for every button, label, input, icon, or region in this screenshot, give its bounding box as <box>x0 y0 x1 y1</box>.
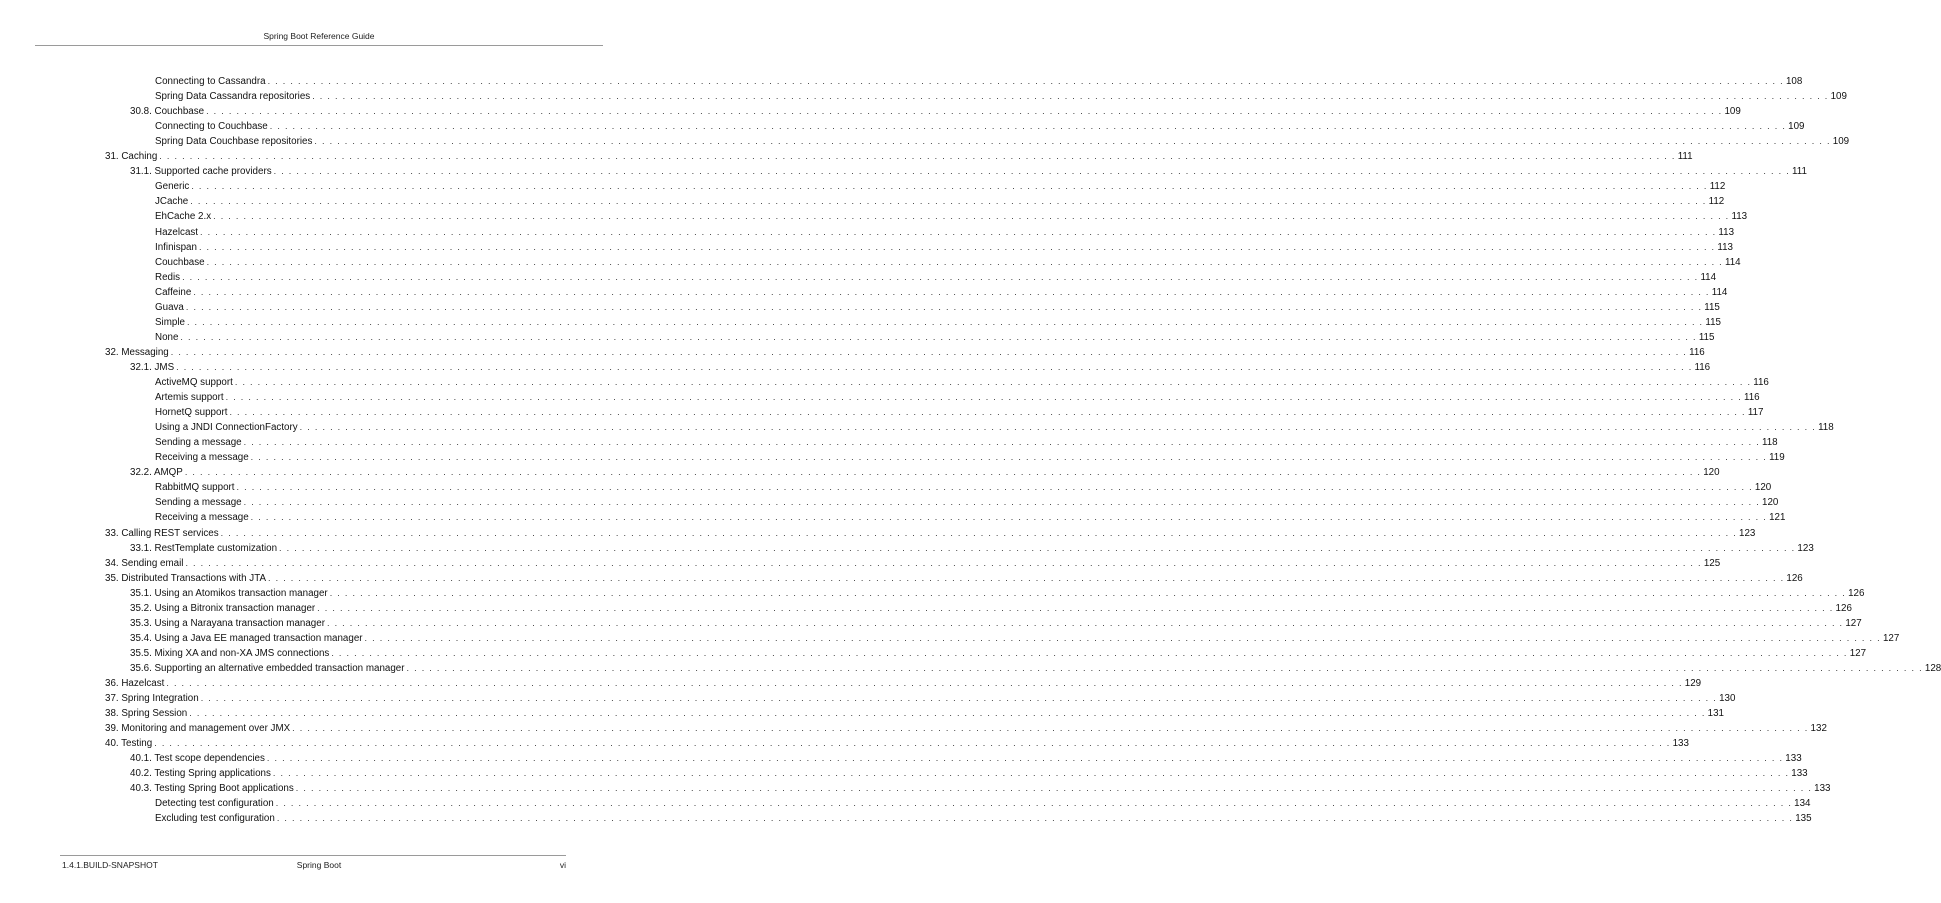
toc-entry[interactable] <box>155 270 1717 285</box>
toc-entry[interactable] <box>105 149 1693 164</box>
toc-entry[interactable] <box>105 676 1702 691</box>
dot-leader: . . . . . . . . . . . . . . . . . . . . . . . . . . . . . . . . . . . . . . . . . . . . . . . . . . . . . . . . . . . . . . . . . . . . . . . . . . . . . . . . . . . . . . . . . . . . . . . . . . . . . . . . . . . . . . . . . . . . . . . . . . . . . . . . . . . . . . . . . . . . . . . . . . . . . . . . . . . . . . . . . . . . . . . . . . . . . . . . . . . . . . . . . . . . . . . . . . . . . . . . <box>314 136 1831 147</box>
dot-leader: . . . . . . . . . . . . . . . . . . . . . . . . . . . . . . . . . . . . . . . . . . . . . . . . . . . . . . . . . . . . . . . . . . . . . . . . . . . . . . . . . . . . . . . . . . . . . . . . . . . . . . . . . . . . . . . . . . . . . . . . . . . . . . . . . . . . . . . . . . . . . . . . . . . . . . . . . . . . . . . . . . . . . . . . . . . . . . . . . . . . . . . . . . . . . . . . . . . . . . . . <box>220 527 1738 538</box>
dot-leader: . . . . . . . . . . . . . . . . . . . . . . . . . . . . . . . . . . . . . . . . . . . . . . . . . . . . . . . . . . . . . . . . . . . . . . . . . . . . . . . . . . . . . . . . . . . . . . . . . . . . . . . . . . . . . . . . . . . . . . . . . . . . . . . . . . . . . . . . . . . . . . . . . . . . . . . . . . . . . . . . . . . . . . . . . . . . . . . . . . . . . . . . . . . . . . . . . . . . . . . . <box>250 512 1768 523</box>
toc-entry-page: 132 <box>1810 723 1827 735</box>
toc-entry-title: Infinispan <box>155 241 197 253</box>
toc-entry-page: 134 <box>1794 798 1811 810</box>
toc-entry[interactable] <box>130 781 1831 796</box>
dot-leader: . . . . . . . . . . . . . . . . . . . . . . . . . . . . . . . . . . . . . . . . . . . . . . . . . . . . . . . . . . . . . . . . . . . . . . . . . . . . . . . . . . . . . . . . . . . . . . . . . . . . . . . . . . . . . . . . . . . . . . . . . . . . . . . . . . . . . . . . . . . . . . . . . . . . . . . . . . . . . . . . . . . . . . . . . . . . . . . . . . . . . . . . . . . . . . . . . . . . . . . . <box>292 723 1809 734</box>
dot-leader: . . . . . . . . . . . . . . . . . . . . . . . . . . . . . . . . . . . . . . . . . . . . . . . . . . . . . . . . . . . . . . . . . . . . . . . . . . . . . . . . . . . . . . . . . . . . . . . . . . . . . . . . . . . . . . . . . . . . . . . . . . . . . . . . . . . . . . . . . . . . . . . . . . . . . . . . . . . . . . . . . . . . . . . . . . . . . . . . . . . . . . . . . . . . . . . . . . . . . . . . <box>170 346 1688 357</box>
dot-leader: . . . . . . . . . . . . . . . . . . . . . . . . . . . . . . . . . . . . . . . . . . . . . . . . . . . . . . . . . . . . . . . . . . . . . . . . . . . . . . . . . . . . . . . . . . . . . . . . . . . . . . . . . . . . . . . . . . . . . . . . . . . . . . . . . . . . . . . . . . . . . . . . . . . . . . . . . . . . . . . . . . . . . . . . . . . . . . . . . . . . . . . . . . . . . . . . . . . . . . . . <box>225 392 1742 403</box>
toc-entry-title: Sending a message <box>155 437 242 449</box>
dot-leader: . . . . . . . . . . . . . . . . . . . . . . . . . . . . . . . . . . . . . . . . . . . . . . . . . . . . . . . . . . . . . . . . . . . . . . . . . . . . . . . . . . . . . . . . . . . . . . . . . . . . . . . . . . . . . . . . . . . . . . . . . . . . . . . . . . . . . . . . . . . . . . . . . . . . . . . . . . . . . . . . . . . . . . . . . . . . . . . . . . . . . . . . . . . . . . . . . . . . . . . . <box>295 783 1813 794</box>
toc-entry-page: 108 <box>1785 76 1803 87</box>
toc-entry[interactable] <box>105 721 1827 736</box>
toc-entry-page: 130 <box>1719 693 1736 705</box>
header-rule <box>35 45 603 46</box>
dot-leader: . . . . . . . . . . . . . . . . . . . . . . . . . . . . . . . . . . . . . . . . . . . . . . . . . . . . . . . . . . . . . . . . . . . . . . . . . . . . . . . . . . . . . . . . . . . . . . . . . . . . . . . . . . . . . . . . . . . . . . . . . . . . . . . . . . . . . . . . . . . . . . . . . . . . . . . . . . . . . . . . . . . . . . . . . . . . . . . . . . . . . . . . . . . . . . . . . . . . . . . . <box>159 151 1676 162</box>
dot-leader: . . . . . . . . . . . . . . . . . . . . . . . . . . . . . . . . . . . . . . . . . . . . . . . . . . . . . . . . . . . . . . . . . . . . . . . . . . . . . . . . . . . . . . . . . . . . . . . . . . . . . . . . . . . . . . . . . . . . . . . . . . . . . . . . . . . . . . . . . . . . . . . . . . . . . . . . . . . . . . . . . . . . . . . . . . . . . . . . . . . . . . . . . . . . . . . . . . . . . . . . <box>166 678 1683 688</box>
toc-entry[interactable] <box>155 510 1786 525</box>
toc-entry-page: 120 <box>1754 482 1772 494</box>
toc-entry-page: 133 <box>1785 753 1802 765</box>
footer-page-number: vi <box>559 860 566 870</box>
toc-entry-title: 40.1. Test scope dependencies <box>130 753 265 765</box>
toc-entry-title: Hazelcast <box>155 226 199 238</box>
dot-leader: . . . . . . . . . . . . . . . . . . . . . . . . . . . . . . . . . . . . . . . . . . . . . . . . . . . . . . . . . . . . . . . . . . . . . . . . . . . . . . . . . . . . . . . . . . . . . . . . . . . . . . . . . . . . . . . . . . . . . . . . . . . . . . . . . . . . . . . . . . . . . . . . . . . . . . . . . . . . . . . . . . . . . . . . . . . . . . . . . . . . . . . . . . . . . . . . . . . . . . . . <box>236 482 1753 493</box>
dot-leader: . . . . . . . . . . . . . . . . . . . . . . . . . . . . . . . . . . . . . . . . . . . . . . . . . . . . . . . . . . . . . . . . . . . . . . . . . . . . . . . . . . . . . . . . . . . . . . . . . . . . . . . . . . . . . . . . . . . . . . . . . . . . . . . . . . . . . . . . . . . . . . . . . . . . . . . . . . . . . . . . . . . . . . . . . . . . . . . . . . . . . . . . . . . . . . . . . . . . . . . . <box>186 316 1704 327</box>
toc-entry-title: Excluding test configuration <box>155 813 275 825</box>
toc-entry[interactable] <box>155 375 1769 390</box>
toc-entry[interactable] <box>130 465 1720 480</box>
toc-entry[interactable] <box>105 556 1721 571</box>
dot-leader: . . . . . . . . . . . . . . . . . . . . . . . . . . . . . . . . . . . . . . . . . . . . . . . . . . . . . . . . . . . . . . . . . . . . . . . . . . . . . . . . . . . . . . . . . . . . . . . . . . . . . . . . . . . . . . . . . . . . . . . . . . . . . . . . . . . . . . . . . . . . . . . . . . . . . . . . . . . . . . . . . . . . . . . . . . . . . . . . . . . . . . . . . . . . . . . . . . . . . . . . <box>189 708 1706 719</box>
toc-entry-title: Simple <box>155 316 185 328</box>
dot-leader: . . . . . . . . . . . . . . . . . . . . . . . . . . . . . . . . . . . . . . . . . . . . . . . . . . . . . . . . . . . . . . . . . . . . . . . . . . . . . . . . . . . . . . . . . . . . . . . . . . . . . . . . . . . . . . . . . . . . . . . . . . . . . . . . . . . . . . . . . . . . . . . . . . . . . . . . . . . . . . . . . . . . . . . . . . . . . . . . . . . . . . . . . . . . . . . . . . . . . . . . <box>200 226 1717 237</box>
toc-entry-title: Spring Data Couchbase repositories <box>155 136 313 148</box>
dot-leader: . . . . . . . . . . . . . . . . . . . . . . . . . . . . . . . . . . . . . . . . . . . . . . . . . . . . . . . . . . . . . . . . . . . . . . . . . . . . . . . . . . . . . . . . . . . . . . . . . . . . . . . . . . . . . . . . . . . . . . . . . . . . . . . . . . . . . . . . . . . . . . . . . . . . . . . . . . . . . . . . . . . . . . . . . . . . . . . . . . . . . . . . . . . . . . . . . . . . . . . . <box>279 542 1796 553</box>
toc-entry-page: 119 <box>1769 452 1785 464</box>
toc-entry[interactable] <box>155 405 1764 420</box>
toc-entry[interactable] <box>155 811 1812 826</box>
dot-leader: . . . . . . . . . . . . . . . . . . . . . . . . . . . . . . . . . . . . . . . . . . . . . . . . . . . . . . . . . . . . . . . . . . . . . . . . . . . . . . . . . . . . . . . . . . . . . . . . . . . . . . . . . . . . . . . . . . . . . . . . . . . . . . . . . . . . . . . . . . . . . . . . . . . . . . . . . . . . . . . . . . . . . . . . . . . . . . . . . . . . . . . . . . . . . . . . . . . . . . . . <box>206 106 1723 117</box>
toc-entry-title: Receiving a message <box>155 452 249 464</box>
toc-entry-title: 36. Hazelcast <box>105 678 165 689</box>
toc-entry-title: Generic <box>155 181 190 193</box>
toc-entry-page: 116 <box>1753 377 1769 388</box>
toc-entry[interactable] <box>155 194 1725 209</box>
toc-entry[interactable] <box>155 420 1834 435</box>
toc-entry[interactable] <box>130 751 1802 766</box>
toc-entry[interactable] <box>130 164 1807 179</box>
dot-leader: . . . . . . . . . . . . . . . . . . . . . . . . . . . . . . . . . . . . . . . . . . . . . . . . . . . . . . . . . . . . . . . . . . . . . . . . . . . . . . . . . . . . . . . . . . . . . . . . . . . . . . . . . . . . . . . . . . . . . . . . . . . . . . . . . . . . . . . . . . . . . . . . . . . . . . . . . . . . . . . . . . . . . . . . . . . . . . . . . . . . . . . . . . . . . . . . . . . . . . . . <box>364 632 1881 643</box>
dot-leader: . . . . . . . . . . . . . . . . . . . . . . . . . . . . . . . . . . . . . . . . . . . . . . . . . . . . . . . . . . . . . . . . . . . . . . . . . . . . . . . . . . . . . . . . . . . . . . . . . . . . . . . . . . . . . . . . . . . . . . . . . . . . . . . . . . . . . . . . . . . . . . . . . . . . . . . . . . . . . . . . . . . . . . . . . . . . . . . . . . . . . . . . . . . . . . . . . . . . . . . . <box>406 662 1923 673</box>
toc-entry[interactable] <box>130 616 1862 631</box>
toc-entry-page: 109 <box>1830 91 1847 103</box>
dot-leader: . . . . . . . . . . . . . . . . . . . . . . . . . . . . . . . . . . . . . . . . . . . . . . . . . . . . . . . . . . . . . . . . . . . . . . . . . . . . . . . . . . . . . . . . . . . . . . . . . . . . . . . . . . . . . . . . . . . . . . . . . . . . . . . . . . . . . . . . . . . . . . . . . . . . . . . . . . . . . . . . . . . . . . . . . . . . . . . . . . . . . . . . . . . . . . . . . . . . . . . . <box>200 693 1718 704</box>
toc-entry-title: 31. Caching <box>105 151 158 163</box>
dot-leader: . . . . . . . . . . . . . . . . . . . . . . . . . . . . . . . . . . . . . . . . . . . . . . . . . . . . . . . . . . . . . . . . . . . . . . . . . . . . . . . . . . . . . . . . . . . . . . . . . . . . . . . . . . . . . . . . . . . . . . . . . . . . . . . . . . . . . . . . . . . . . . . . . . . . . . . . . . . . . . . . . . . . . . . . . . . . . . . . . . . . . . . . . . . . . . . . . . . . . . . . <box>272 768 1790 779</box>
toc-entry-page: 133 <box>1814 783 1831 795</box>
footer-product: Spring Boot <box>296 860 342 870</box>
toc-entry-page: 116 <box>1744 392 1760 404</box>
toc-entry-page: 133 <box>1672 738 1689 750</box>
dot-leader: . . . . . . . . . . . . . . . . . . . . . . . . . . . . . . . . . . . . . . . . . . . . . . . . . . . . . . . . . . . . . . . . . . . . . . . . . . . . . . . . . . . . . . . . . . . . . . . . . . . . . . . . . . . . . . . . . . . . . . . . . . . . . . . . . . . . . . . . . . . . . . . . . . . . . . . . . . . . . . . . . . . . . . . . . . . . . . . . . . . . . . . . . . . . . . . . . . . . . . . . <box>266 753 1784 764</box>
toc-entry-page: 123 <box>1739 527 1756 539</box>
toc-entry-title: None <box>155 331 179 343</box>
toc-entry-page: 113 <box>1718 226 1735 238</box>
toc-entry[interactable] <box>130 631 1900 646</box>
dot-leader: . . . . . . . . . . . . . . . . . . . . . . . . . . . . . . . . . . . . . . . . . . . . . . . . . . . . . . . . . . . . . . . . . . . . . . . . . . . . . . . . . . . . . . . . . . . . . . . . . . . . . . . . . . . . . . . . . . . . . . . . . . . . . . . . . . . . . . . . . . . . . . . . . . . . . . . . . . . . . . . . . . . . . . . . . . . . . . . . . . . . . . . . . . . . . . . . . . . . . . . . <box>269 121 1787 132</box>
toc-entry[interactable] <box>130 541 1814 556</box>
toc-entry-title: 40.3. Testing Spring Boot applications <box>130 783 294 795</box>
toc-entry-title: 31.1. Supported cache providers <box>130 166 272 178</box>
toc-entry[interactable] <box>155 179 1726 194</box>
toc-entry-title: 32. Messaging <box>105 346 169 358</box>
toc-entry-page: 111 <box>1677 151 1693 163</box>
toc-entry-page: 121 <box>1769 512 1786 524</box>
toc-entry-title: 32.1. JMS <box>130 361 175 373</box>
toc-entry-title: 40.2. Testing Spring applications <box>130 768 271 780</box>
toc-entry[interactable] <box>155 225 1735 240</box>
dot-leader: . . . . . . . . . . . . . . . . . . . . . . . . . . . . . . . . . . . . . . . . . . . . . . . . . . . . . . . . . . . . . . . . . . . . . . . . . . . . . . . . . . . . . . . . . . . . . . . . . . . . . . . . . . . . . . . . . . . . . . . . . . . . . . . . . . . . . . . . . . . . . . . . . . . . . . . . . . . . . . . . . . . . . . . . . . . . . . . . . . . . . . . . . . . . . . . . . . . . . . . . <box>193 286 1710 297</box>
dot-leader: . . . . . . . . . . . . . . . . . . . . . . . . . . . . . . . . . . . . . . . . . . . . . . . . . . . . . . . . . . . . . . . . . . . . . . . . . . . . . . . . . . . . . . . . . . . . . . . . . . . . . . . . . . . . . . . . . . . . . . . . . . . . . . . . . . . . . . . . . . . . . . . . . . . . . . . . . . . . . . . . . . . . . . . . . . . . . . . . . . . . . . . . . . . . . . . . . . . . . . . . <box>317 602 1834 613</box>
toc-entry[interactable] <box>155 209 1748 224</box>
toc-entry-page: 115 <box>1698 331 1715 343</box>
dot-leader: . . . . . . . . . . . . . . . . . . . . . . . . . . . . . . . . . . . . . . . . . . . . . . . . . . . . . . . . . . . . . . . . . . . . . . . . . . . . . . . . . . . . . . . . . . . . . . . . . . . . . . . . . . . . . . . . . . . . . . . . . . . . . . . . . . . . . . . . . . . . . . . . . . . . . . . . . . . . . . . . . . . . . . . . . . . . . . . . . . . . . . . . . . . . . . . . . . . . . . . . <box>182 271 1699 282</box>
toc-entry-page: 109 <box>1724 106 1741 118</box>
toc-entry-page: 113 <box>1717 241 1733 253</box>
toc-entry-title: 33.1. RestTemplate customization <box>130 542 278 554</box>
toc-entry[interactable] <box>155 390 1760 405</box>
toc-entry[interactable] <box>105 691 1736 706</box>
dot-leader: . . . . . . . . . . . . . . . . . . . . . . . . . . . . . . . . . . . . . . . . . . . . . . . . . . . . . . . . . . . . . . . . . . . . . . . . . . . . . . . . . . . . . . . . . . . . . . . . . . . . . . . . . . . . . . . . . . . . . . . . . . . . . . . . . . . . . . . . . . . . . . . . . . . . . . . . . . . . . . . . . . . . . . . . . . . . . . . . . . . . . . . . . . . . . . . . . . . . . . . . <box>154 738 1671 749</box>
toc-entry-title: Caffeine <box>155 286 192 298</box>
toc-entry-title: HornetQ support <box>155 407 228 419</box>
dot-leader: . . . . . . . . . . . . . . . . . . . . . . . . . . . . . . . . . . . . . . . . . . . . . . . . . . . . . . . . . . . . . . . . . . . . . . . . . . . . . . . . . . . . . . . . . . . . . . . . . . . . . . . . . . . . . . . . . . . . . . . . . . . . . . . . . . . . . . . . . . . . . . . . . . . . . . . . . . . . . . . . . . . . . . . . . . . . . . . . . . . . . . . . . . . . . . . . . . . . . . . . <box>331 647 1848 658</box>
toc-entry[interactable] <box>155 134 1850 149</box>
dot-leader: . . . . . . . . . . . . . . . . . . . . . . . . . . . . . . . . . . . . . . . . . . . . . . . . . . . . . . . . . . . . . . . . . . . . . . . . . . . . . . . . . . . . . . . . . . . . . . . . . . . . . . . . . . . . . . . . . . . . . . . . . . . . . . . . . . . . . . . . . . . . . . . . . . . . . . . . . . . . . . . . . . . . . . . . . . . . . . . . . . . . . . . . . . . . . . . . . . . . . . . . <box>234 377 1752 387</box>
toc-entry-title: Guava <box>155 301 184 313</box>
toc-entry-page: 111 <box>1792 166 1807 178</box>
dot-leader: . . . . . . . . . . . . . . . . . . . . . . . . . . . . . . . . . . . . . . . . . . . . . . . . . . . . . . . . . . . . . . . . . . . . . . . . . . . . . . . . . . . . . . . . . . . . . . . . . . . . . . . . . . . . . . . . . . . . . . . . . . . . . . . . . . . . . . . . . . . . . . . . . . . . . . . . . . . . . . . . . . . . . . . . . . . . . . . . . . . . . . . . . . . . . . . . . . . . . . . . <box>312 91 1829 102</box>
toc-entry-page: 114 <box>1700 271 1717 283</box>
dot-leader: . . . . . . . . . . . . . . . . . . . . . . . . . . . . . . . . . . . . . . . . . . . . . . . . . . . . . . . . . . . . . . . . . . . . . . . . . . . . . . . . . . . . . . . . . . . . . . . . . . . . . . . . . . . . . . . . . . . . . . . . . . . . . . . . . . . . . . . . . . . . . . . . . . . . . . . . . . . . . . . . . . . . . . . . . . . . . . . . . . . . . . . . . . . . . . . . . . . . . . . . <box>276 813 1794 824</box>
toc-entry-page: 126 <box>1848 587 1865 599</box>
toc-entry[interactable] <box>130 661 1941 676</box>
toc-entry-page: 116 <box>1689 346 1705 358</box>
toc-entry-title: 35.2. Using a Bitronix transaction manager <box>130 602 316 614</box>
dot-leader: . . . . . . . . . . . . . . . . . . . . . . . . . . . . . . . . . . . . . . . . . . . . . . . . . . . . . . . . . . . . . . . . . . . . . . . . . . . . . . . . . . . . . . . . . . . . . . . . . . . . . . . . . . . . . . . . . . . . . . . . . . . . . . . . . . . . . . . . . . . . . . . . . . . . . . . . . . . . . . . . . . . . . . . . . . . . . . . . . . . . . . . . . . . . . . . . . . . . . . . . <box>268 572 1785 583</box>
toc-entry-page: 114 <box>1724 256 1741 268</box>
toc-entry-title: 35. Distributed Transactions with JTA <box>105 572 266 584</box>
toc-entry[interactable] <box>155 315 1721 330</box>
toc-entry[interactable] <box>155 74 1803 89</box>
toc-entry-title: 32.2. AMQP <box>130 467 183 479</box>
toc-entry-title: Redis <box>155 271 181 283</box>
dot-leader: . . . . . . . . . . . . . . . . . . . . . . . . . . . . . . . . . . . . . . . . . . . . . . . . . . . . . . . . . . . . . . . . . . . . . . . . . . . . . . . . . . . . . . . . . . . . . . . . . . . . . . . . . . . . . . . . . . . . . . . . . . . . . . . . . . . . . . . . . . . . . . . . . . . . . . . . . . . . . . . . . . . . . . . . . . . . . . . . . . . . . . . . . . . . . . . . . . . . . . . . <box>185 557 1702 568</box>
toc-entry-page: 123 <box>1797 542 1814 554</box>
toc-entry-page: 129 <box>1684 678 1702 689</box>
toc-entry-title: EhCache 2.x <box>155 211 212 223</box>
footer-version: 1.4.1.BUILD-SNAPSHOT <box>62 860 158 870</box>
toc-entry[interactable] <box>155 495 1779 510</box>
toc-entry[interactable] <box>105 345 1705 360</box>
toc-entry[interactable] <box>130 646 1867 661</box>
dot-leader: . . . . . . . . . . . . . . . . . . . . . . . . . . . . . . . . . . . . . . . . . . . . . . . . . . . . . . . . . . . . . . . . . . . . . . . . . . . . . . . . . . . . . . . . . . . . . . . . . . . . . . . . . . . . . . . . . . . . . . . . . . . . . . . . . . . . . . . . . . . . . . . . . . . . . . . . . . . . . . . . . . . . . . . . . . . . . . . . . . . . . . . . . . . . . . . . . . . . . . . . <box>326 617 1844 628</box>
toc-entry-title: RabbitMQ support <box>155 482 235 494</box>
toc-entry[interactable] <box>130 766 1808 781</box>
toc-entry-title: 35.4. Using a Java EE managed transaction manager <box>130 632 363 644</box>
toc-entry-page: 135 <box>1795 813 1812 825</box>
toc-entry-title: 39. Monitoring and management over JMX <box>105 723 291 735</box>
toc-entry-page: 125 <box>1703 557 1721 569</box>
toc-entry-title: 35.5. Mixing XA and non-XA JMS connections <box>130 647 330 659</box>
toc-entry-title: 30.8. Couchbase <box>130 106 205 118</box>
dot-leader: . . . . . . . . . . . . . . . . . . . . . . . . . . . . . . . . . . . . . . . . . . . . . . . . . . . . . . . . . . . . . . . . . . . . . . . . . . . . . . . . . . . . . . . . . . . . . . . . . . . . . . . . . . . . . . . . . . . . . . . . . . . . . . . . . . . . . . . . . . . . . . . . . . . . . . . . . . . . . . . . . . . . . . . . . . . . . . . . . . . . . . . . . . . . . . . . . . . . . . . . <box>299 422 1817 433</box>
toc-entry[interactable] <box>105 526 1756 541</box>
toc-entry[interactable] <box>130 104 1741 119</box>
toc-entry[interactable] <box>155 435 1778 450</box>
toc-entry-title: Using a JNDI ConnectionFactory <box>155 422 298 434</box>
toc-entry-page: 112 <box>1708 196 1725 208</box>
toc-entry-title: 40. Testing <box>105 738 153 750</box>
toc-entry[interactable] <box>155 480 1772 495</box>
toc-entry-title: 38. Spring Session <box>105 708 188 720</box>
toc-entry-title: Detecting test configuration <box>155 798 274 810</box>
toc-entry-page: 117 <box>1747 407 1764 419</box>
toc-entry-title: Artemis support <box>155 392 224 404</box>
toc-entry[interactable] <box>130 360 1711 375</box>
dot-leader: . . . . . . . . . . . . . . . . . . . . . . . . . . . . . . . . . . . . . . . . . . . . . . . . . . . . . . . . . . . . . . . . . . . . . . . . . . . . . . . . . . . . . . . . . . . . . . . . . . . . . . . . . . . . . . . . . . . . . . . . . . . . . . . . . . . . . . . . . . . . . . . . . . . . . . . . . . . . . . . . . . . . . . . . . . . . . . . . . . . . . . . . . . . . . . . . . . . . . . . . <box>191 181 1708 192</box>
toc-entry-page: 109 <box>1788 121 1805 133</box>
dot-leader: . . . . . . . . . . . . . . . . . . . . . . . . . . . . . . . . . . . . . . . . . . . . . . . . . . . . . . . . . . . . . . . . . . . . . . . . . . . . . . . . . . . . . . . . . . . . . . . . . . . . . . . . . . . . . . . . . . . . . . . . . . . . . . . . . . . . . . . . . . . . . . . . . . . . . . . . . . . . . . . . . . . . . . . . . . . . . . . . . . . . . . . . . . . . . . . . . . . . . . . . <box>243 437 1760 448</box>
toc-entry-page: 126 <box>1835 602 1852 614</box>
dot-leader: . . . . . . . . . . . . . . . . . . . . . . . . . . . . . . . . . . . . . . . . . . . . . . . . . . . . . . . . . . . . . . . . . . . . . . . . . . . . . . . . . . . . . . . . . . . . . . . . . . . . . . . . . . . . . . . . . . . . . . . . . . . . . . . . . . . . . . . . . . . . . . . . . . . . . . . . . . . . . . . . . . . . . . . . . . . . . . . . . . . . . . . . . . . . . . . . . . . . . . . . <box>275 798 1793 809</box>
toc-entry[interactable] <box>155 240 1733 255</box>
toc-entry[interactable] <box>155 796 1811 811</box>
toc-entry-page: 114 <box>1711 286 1728 298</box>
toc-entry-page: 112 <box>1709 181 1726 193</box>
toc-entry-title: Couchbase <box>155 256 205 268</box>
toc-entry-page: 116 <box>1694 361 1711 373</box>
dot-leader: . . . . . . . . . . . . . . . . . . . . . . . . . . . . . . . . . . . . . . . . . . . . . . . . . . . . . . . . . . . . . . . . . . . . . . . . . . . . . . . . . . . . . . . . . . . . . . . . . . . . . . . . . . . . . . . . . . . . . . . . . . . . . . . . . . . . . . . . . . . . . . . . . . . . . . . . . . . . . . . . . . . . . . . . . . . . . . . . . . . . . . . . . . . . . . . . . . . . . . . . <box>213 211 1730 222</box>
toc-entry-title: 35.6. Supporting an alternative embedded transaction manager <box>130 662 405 674</box>
toc-entry-title: 33. Calling REST services <box>105 527 219 539</box>
toc-entry[interactable] <box>155 450 1785 465</box>
dot-leader: . . . . . . . . . . . . . . . . . . . . . . . . . . . . . . . . . . . . . . . . . . . . . . . . . . . . . . . . . . . . . . . . . . . . . . . . . . . . . . . . . . . . . . . . . . . . . . . . . . . . . . . . . . . . . . . . . . . . . . . . . . . . . . . . . . . . . . . . . . . . . . . . . . . . . . . . . . . . . . . . . . . . . . . . . . . . . . . . . . . . . . . . . . . . . . . . . . . . . . . . <box>250 452 1768 463</box>
toc-entry[interactable] <box>105 736 1689 751</box>
dot-leader: . . . . . . . . . . . . . . . . . . . . . . . . . . . . . . . . . . . . . . . . . . . . . . . . . . . . . . . . . . . . . . . . . . . . . . . . . . . . . . . . . . . . . . . . . . . . . . . . . . . . . . . . . . . . . . . . . . . . . . . . . . . . . . . . . . . . . . . . . . . . . . . . . . . . . . . . . . . . . . . . . . . . . . . . . . . . . . . . . . . . . . . . . . . . . . . . . . . . . . . . <box>176 361 1693 372</box>
toc-entry-title: 35.1. Using an Atomikos transaction manager <box>130 587 328 599</box>
footer-rule <box>60 855 566 856</box>
toc-entry-title: ActiveMQ support <box>155 377 233 388</box>
toc-entry[interactable] <box>155 285 1728 300</box>
toc-entry-page: 113 <box>1731 211 1748 223</box>
dot-leader: . . . . . . . . . . . . . . . . . . . . . . . . . . . . . . . . . . . . . . . . . . . . . . . . . . . . . . . . . . . . . . . . . . . . . . . . . . . . . . . . . . . . . . . . . . . . . . . . . . . . . . . . . . . . . . . . . . . . . . . . . . . . . . . . . . . . . . . . . . . . . . . . . . . . . . . . . . . . . . . . . . . . . . . . . . . . . . . . . . . . . . . . . . . . . . . . . . . . . . . . <box>190 196 1707 207</box>
page-header: Spring Boot Reference Guide <box>263 31 375 41</box>
toc-entry[interactable] <box>155 119 1805 134</box>
toc-entry[interactable] <box>155 300 1720 315</box>
toc-entry[interactable] <box>105 571 1803 586</box>
toc-entry-page: 127 <box>1849 647 1867 659</box>
toc-entry-title: Connecting to Cassandra <box>155 76 266 87</box>
dot-leader: . . . . . . . . . . . . . . . . . . . . . . . . . . . . . . . . . . . . . . . . . . . . . . . . . . . . . . . . . . . . . . . . . . . . . . . . . . . . . . . . . . . . . . . . . . . . . . . . . . . . . . . . . . . . . . . . . . . . . . . . . . . . . . . . . . . . . . . . . . . . . . . . . . . . . . . . . . . . . . . . . . . . . . . . . . . . . . . . . . . . . . . . . . . . . . . . . . . . . . . . <box>267 76 1784 86</box>
toc-entry-page: 115 <box>1705 316 1721 328</box>
toc-entry-page: 118 <box>1818 422 1834 434</box>
toc-entry-title: 35.3. Using a Narayana transaction manager <box>130 617 325 629</box>
toc-entry[interactable] <box>155 330 1715 345</box>
toc-entry-page: 115 <box>1704 301 1720 313</box>
toc-entry-page: 127 <box>1845 617 1862 629</box>
dot-leader: . . . . . . . . . . . . . . . . . . . . . . . . . . . . . . . . . . . . . . . . . . . . . . . . . . . . . . . . . . . . . . . . . . . . . . . . . . . . . . . . . . . . . . . . . . . . . . . . . . . . . . . . . . . . . . . . . . . . . . . . . . . . . . . . . . . . . . . . . . . . . . . . . . . . . . . . . . . . . . . . . . . . . . . . . . . . . . . . . . . . . . . . . . . . . . . . . . . . . . . . <box>273 166 1790 177</box>
toc-entry-title: Receiving a message <box>155 512 249 524</box>
toc-entry-page: 128 <box>1924 662 1941 674</box>
toc-entry[interactable] <box>130 586 1865 601</box>
toc-entry[interactable] <box>155 255 1741 270</box>
dot-leader: . . . . . . . . . . . . . . . . . . . . . . . . . . . . . . . . . . . . . . . . . . . . . . . . . . . . . . . . . . . . . . . . . . . . . . . . . . . . . . . . . . . . . . . . . . . . . . . . . . . . . . . . . . . . . . . . . . . . . . . . . . . . . . . . . . . . . . . . . . . . . . . . . . . . . . . . . . . . . . . . . . . . . . . . . . . . . . . . . . . . . . . . . . . . . . . . . . . . . . . . <box>198 241 1716 252</box>
dot-leader: . . . . . . . . . . . . . . . . . . . . . . . . . . . . . . . . . . . . . . . . . . . . . . . . . . . . . . . . . . . . . . . . . . . . . . . . . . . . . . . . . . . . . . . . . . . . . . . . . . . . . . . . . . . . . . . . . . . . . . . . . . . . . . . . . . . . . . . . . . . . . . . . . . . . . . . . . . . . . . . . . . . . . . . . . . . . . . . . . . . . . . . . . . . . . . . . . . . . . . . . <box>180 331 1697 342</box>
toc-entry-title: 34. Sending email <box>105 557 184 569</box>
dot-leader: . . . . . . . . . . . . . . . . . . . . . . . . . . . . . . . . . . . . . . . . . . . . . . . . . . . . . . . . . . . . . . . . . . . . . . . . . . . . . . . . . . . . . . . . . . . . . . . . . . . . . . . . . . . . . . . . . . . . . . . . . . . . . . . . . . . . . . . . . . . . . . . . . . . . . . . . . . . . . . . . . . . . . . . . . . . . . . . . . . . . . . . . . . . . . . . . . . . . . . . . <box>185 301 1703 312</box>
dot-leader: . . . . . . . . . . . . . . . . . . . . . . . . . . . . . . . . . . . . . . . . . . . . . . . . . . . . . . . . . . . . . . . . . . . . . . . . . . . . . . . . . . . . . . . . . . . . . . . . . . . . . . . . . . . . . . . . . . . . . . . . . . . . . . . . . . . . . . . . . . . . . . . . . . . . . . . . . . . . . . . . . . . . . . . . . . . . . . . . . . . . . . . . . . . . . . . . . . . . . . . . <box>329 587 1847 598</box>
toc-entry-page: 120 <box>1762 497 1779 509</box>
toc-entry-page: 109 <box>1832 136 1850 148</box>
toc-entry-page: 127 <box>1882 632 1900 644</box>
toc-entry-title: JCache <box>155 196 189 208</box>
toc-entry-page: 118 <box>1762 437 1778 449</box>
toc-entry-page: 120 <box>1703 467 1720 479</box>
dot-leader: . . . . . . . . . . . . . . . . . . . . . . . . . . . . . . . . . . . . . . . . . . . . . . . . . . . . . . . . . . . . . . . . . . . . . . . . . . . . . . . . . . . . . . . . . . . . . . . . . . . . . . . . . . . . . . . . . . . . . . . . . . . . . . . . . . . . . . . . . . . . . . . . . . . . . . . . . . . . . . . . . . . . . . . . . . . . . . . . . . . . . . . . . . . . . . . . . . . . . . . . <box>206 256 1723 267</box>
dot-leader: . . . . . . . . . . . . . . . . . . . . . . . . . . . . . . . . . . . . . . . . . . . . . . . . . . . . . . . . . . . . . . . . . . . . . . . . . . . . . . . . . . . . . . . . . . . . . . . . . . . . . . . . . . . . . . . . . . . . . . . . . . . . . . . . . . . . . . . . . . . . . . . . . . . . . . . . . . . . . . . . . . . . . . . . . . . . . . . . . . . . . . . . . . . . . . . . . . . . . . . . <box>184 467 1702 478</box>
toc-entry-title: Spring Data Cassandra repositories <box>155 91 311 103</box>
toc-entry[interactable] <box>105 706 1724 721</box>
toc-entry-page: 133 <box>1791 768 1808 780</box>
toc-entry[interactable] <box>155 89 1847 104</box>
toc-entry-title: Sending a message <box>155 497 242 509</box>
dot-leader: . . . . . . . . . . . . . . . . . . . . . . . . . . . . . . . . . . . . . . . . . . . . . . . . . . . . . . . . . . . . . . . . . . . . . . . . . . . . . . . . . . . . . . . . . . . . . . . . . . . . . . . . . . . . . . . . . . . . . . . . . . . . . . . . . . . . . . . . . . . . . . . . . . . . . . . . . . . . . . . . . . . . . . . . . . . . . . . . . . . . . . . . . . . . . . . . . . . . . . . . <box>229 407 1746 418</box>
toc-entry[interactable] <box>130 601 1852 616</box>
toc-entry-page: 131 <box>1707 708 1724 720</box>
dot-leader: . . . . . . . . . . . . . . . . . . . . . . . . . . . . . . . . . . . . . . . . . . . . . . . . . . . . . . . . . . . . . . . . . . . . . . . . . . . . . . . . . . . . . . . . . . . . . . . . . . . . . . . . . . . . . . . . . . . . . . . . . . . . . . . . . . . . . . . . . . . . . . . . . . . . . . . . . . . . . . . . . . . . . . . . . . . . . . . . . . . . . . . . . . . . . . . . . . . . . . . . <box>243 497 1760 508</box>
toc-entry-title: Connecting to Couchbase <box>155 121 268 133</box>
toc-entry-title: 37. Spring Integration <box>105 693 199 705</box>
toc-entry-page: 126 <box>1786 572 1803 584</box>
